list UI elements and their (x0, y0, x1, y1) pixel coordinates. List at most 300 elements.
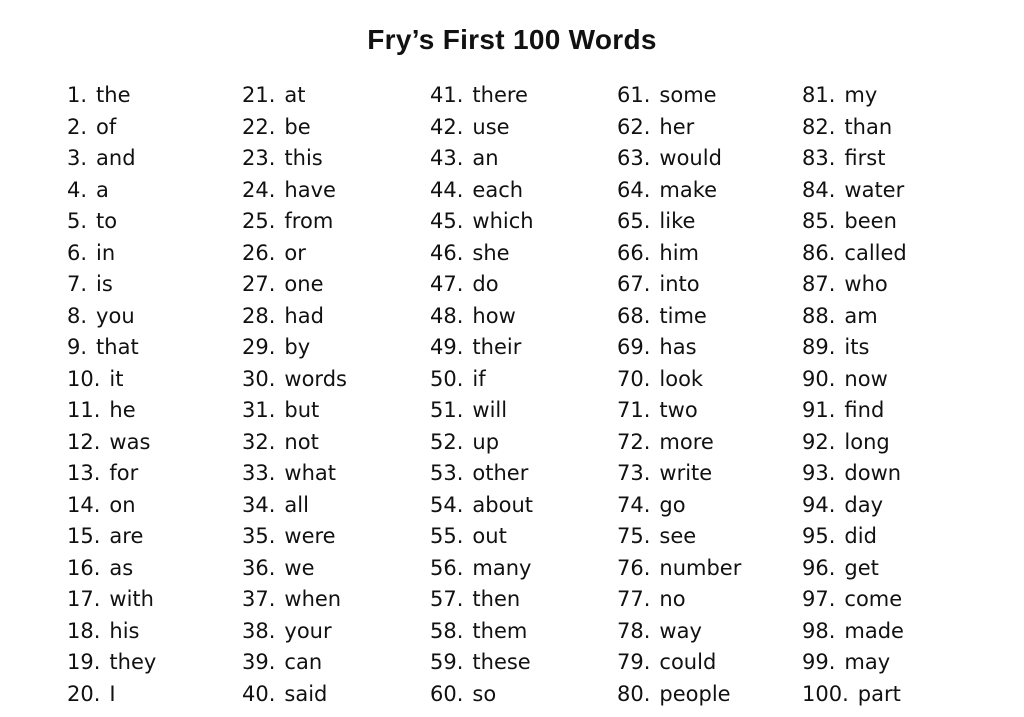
item-number: 47. (430, 272, 464, 296)
item-number: 45. (430, 209, 464, 233)
item-word: there (472, 83, 528, 107)
item-number: 85. (802, 209, 836, 233)
item-number: 50. (430, 366, 464, 391)
list-item (802, 80, 907, 112)
item-number: 80. (617, 681, 651, 706)
item-word: his (109, 618, 140, 643)
item-word: is (96, 272, 113, 296)
item-word: be (284, 114, 311, 139)
list-item (430, 490, 534, 522)
item-number: 15. (67, 524, 101, 548)
list-item (617, 427, 741, 459)
item-word: use (472, 114, 510, 139)
list-item (67, 301, 156, 333)
item-number: 99. (802, 650, 836, 674)
item-word: more (659, 429, 714, 454)
item-number: 58. (430, 618, 464, 643)
list-item (242, 175, 347, 207)
item-word: see (659, 524, 697, 548)
list-item (617, 80, 741, 112)
item-number: 2. (67, 114, 88, 139)
item-word: time (659, 303, 707, 328)
item-word: down (844, 461, 902, 485)
list-item (430, 269, 534, 301)
item-word: get (844, 555, 879, 580)
item-number: 88. (802, 303, 836, 328)
item-number: 83. (802, 146, 836, 170)
item-number: 63. (617, 146, 651, 170)
item-number: 25. (242, 209, 276, 233)
word-column (430, 80, 534, 710)
item-word: said (284, 681, 328, 706)
item-word: into (659, 272, 700, 296)
list-item (802, 427, 907, 459)
item-word: or (284, 240, 306, 265)
item-word: when (284, 587, 342, 611)
item-number: 6. (67, 240, 88, 265)
item-word: I (109, 681, 116, 706)
list-item (802, 269, 907, 301)
item-number: 56. (430, 555, 464, 580)
item-word: them (472, 618, 528, 643)
item-number: 60. (430, 681, 464, 706)
list-item (242, 553, 347, 585)
list-item (802, 616, 907, 648)
item-number: 11. (67, 398, 101, 422)
list-item (242, 427, 347, 459)
item-number: 100. (802, 681, 849, 706)
word-column (802, 80, 907, 710)
list-item (430, 175, 534, 207)
list-item (802, 175, 907, 207)
item-word: number (659, 555, 742, 580)
list-item (617, 112, 741, 144)
item-word: day (844, 492, 884, 517)
list-item (617, 332, 741, 364)
item-number: 71. (617, 398, 651, 422)
item-number: 61. (617, 83, 651, 107)
item-number: 31. (242, 398, 276, 422)
item-number: 46. (430, 240, 464, 265)
list-item (67, 175, 156, 207)
item-number: 67. (617, 272, 651, 296)
item-word: of (96, 114, 117, 139)
item-word: if (472, 366, 486, 391)
list-item (242, 80, 347, 112)
item-word: now (844, 366, 888, 391)
item-number: 24. (242, 177, 276, 202)
item-number: 69. (617, 335, 651, 359)
list-item (617, 269, 741, 301)
item-number: 35. (242, 524, 276, 548)
list-item (802, 490, 907, 522)
item-word: have (284, 177, 336, 202)
item-word: made (844, 618, 904, 643)
item-number: 91. (802, 398, 836, 422)
list-item (617, 395, 741, 427)
list-item (617, 584, 741, 616)
item-word: he (109, 398, 136, 422)
item-number: 84. (802, 177, 836, 202)
list-item (242, 395, 347, 427)
item-word: so (472, 681, 497, 706)
list-item (617, 143, 741, 175)
item-word: no (659, 587, 686, 611)
list-item (802, 553, 907, 585)
list-item (430, 458, 534, 490)
item-number: 29. (242, 335, 276, 359)
list-item (67, 647, 156, 679)
item-number: 3. (67, 146, 88, 170)
item-number: 41. (430, 83, 464, 107)
item-word: other (472, 461, 529, 485)
item-word: from (284, 209, 334, 233)
list-item (617, 521, 741, 553)
item-number: 44. (430, 177, 464, 202)
item-number: 94. (802, 492, 836, 517)
item-number: 4. (67, 177, 88, 202)
item-number: 97. (802, 587, 836, 611)
list-item (430, 332, 534, 364)
item-word: about (472, 492, 533, 517)
list-item (67, 332, 156, 364)
list-item (242, 490, 347, 522)
item-word: could (659, 650, 717, 674)
item-word: find (844, 398, 885, 422)
list-item (242, 521, 347, 553)
item-number: 1. (67, 83, 88, 107)
list-item (430, 143, 534, 175)
list-item (617, 553, 741, 585)
list-item (242, 238, 347, 270)
item-word: do (472, 272, 499, 296)
item-number: 66. (617, 240, 651, 265)
list-item (430, 395, 534, 427)
item-word: not (284, 429, 319, 454)
item-word: on (109, 492, 136, 517)
list-item (617, 490, 741, 522)
item-word: the (96, 83, 131, 107)
item-number: 43. (430, 146, 464, 170)
item-word: what (284, 461, 336, 485)
item-word: would (659, 146, 722, 170)
item-number: 57. (430, 587, 464, 611)
list-item (802, 395, 907, 427)
item-word: by (284, 335, 311, 359)
item-word: this (284, 146, 323, 170)
list-item (67, 364, 156, 396)
item-word: their (472, 335, 522, 359)
item-number: 32. (242, 429, 276, 454)
word-column (617, 80, 741, 710)
list-item (67, 269, 156, 301)
item-number: 95. (802, 524, 836, 548)
item-number: 89. (802, 335, 836, 359)
item-word: will (472, 398, 508, 422)
item-word: people (659, 681, 731, 706)
item-word: can (284, 650, 323, 674)
item-word: for (109, 461, 139, 485)
item-number: 90. (802, 366, 836, 391)
list-item (430, 427, 534, 459)
list-item (617, 238, 741, 270)
item-number: 51. (430, 398, 464, 422)
item-number: 78. (617, 618, 651, 643)
item-word: her (659, 114, 695, 139)
list-item (430, 80, 534, 112)
list-item (67, 458, 156, 490)
item-number: 87. (802, 272, 836, 296)
word-column (67, 80, 156, 710)
item-word: these (472, 650, 531, 674)
list-item (430, 301, 534, 333)
list-item (67, 206, 156, 238)
list-item (242, 364, 347, 396)
item-word: my (844, 83, 878, 107)
item-number: 21. (242, 83, 276, 107)
list-item (802, 112, 907, 144)
item-number: 7. (67, 272, 88, 296)
item-word: each (472, 177, 524, 202)
item-number: 30. (242, 366, 276, 391)
list-item (67, 112, 156, 144)
item-word: write (659, 461, 713, 485)
list-item (430, 206, 534, 238)
item-word: had (284, 303, 324, 328)
item-number: 77. (617, 587, 651, 611)
item-number: 48. (430, 303, 464, 328)
list-item (430, 521, 534, 553)
item-word: as (109, 555, 134, 580)
item-word: we (284, 555, 315, 580)
list-item (242, 269, 347, 301)
list-item (802, 647, 907, 679)
item-word: like (659, 209, 696, 233)
item-number: 27. (242, 272, 276, 296)
item-number: 13. (67, 461, 101, 485)
list-item (802, 521, 907, 553)
list-item (67, 143, 156, 175)
item-word: an (472, 146, 499, 170)
word-column (242, 80, 347, 710)
list-item (617, 364, 741, 396)
item-word: two (659, 398, 698, 422)
list-item (430, 553, 534, 585)
item-number: 52. (430, 429, 464, 454)
list-item (802, 584, 907, 616)
item-number: 34. (242, 492, 276, 517)
item-number: 68. (617, 303, 651, 328)
item-number: 40. (242, 681, 276, 706)
item-number: 37. (242, 587, 276, 611)
item-word: all (284, 492, 309, 517)
item-number: 72. (617, 429, 651, 454)
item-word: may (844, 650, 891, 674)
item-number: 64. (617, 177, 651, 202)
item-word: part (857, 681, 901, 706)
item-number: 42. (430, 114, 464, 139)
list-item (67, 616, 156, 648)
list-item (67, 521, 156, 553)
item-word: who (844, 272, 888, 296)
list-item (242, 458, 347, 490)
item-word: which (472, 209, 534, 233)
list-item (802, 301, 907, 333)
list-item (242, 301, 347, 333)
item-number: 75. (617, 524, 651, 548)
item-number: 19. (67, 650, 101, 674)
list-item (802, 143, 907, 175)
item-number: 98. (802, 618, 836, 643)
item-word: him (659, 240, 700, 265)
item-number: 82. (802, 114, 836, 139)
item-word: has (659, 335, 697, 359)
list-item (430, 616, 534, 648)
item-word: water (844, 177, 905, 202)
item-word: it (109, 366, 124, 391)
list-item (802, 238, 907, 270)
item-word: she (472, 240, 510, 265)
item-word: some (659, 83, 717, 107)
list-item (430, 364, 534, 396)
item-number: 17. (67, 587, 101, 611)
item-word: but (284, 398, 320, 422)
list-item (617, 175, 741, 207)
list-item (242, 679, 347, 711)
item-word: been (844, 209, 897, 233)
list-item (242, 143, 347, 175)
item-number: 23. (242, 146, 276, 170)
item-word: first (844, 146, 886, 170)
item-number: 26. (242, 240, 276, 265)
item-number: 39. (242, 650, 276, 674)
item-word: go (659, 492, 686, 517)
list-item (617, 647, 741, 679)
item-word: than (844, 114, 893, 139)
item-word: you (96, 303, 135, 328)
item-number: 81. (802, 83, 836, 107)
list-item (430, 584, 534, 616)
item-number: 93. (802, 461, 836, 485)
item-number: 49. (430, 335, 464, 359)
item-word: with (109, 587, 154, 611)
list-item (430, 112, 534, 144)
item-number: 12. (67, 429, 101, 454)
item-number: 76. (617, 555, 651, 580)
list-item (430, 679, 534, 711)
list-item (430, 647, 534, 679)
item-word: they (109, 650, 157, 674)
list-item (802, 458, 907, 490)
item-word: come (844, 587, 903, 611)
item-number: 38. (242, 618, 276, 643)
item-word: called (844, 240, 907, 265)
list-item (802, 206, 907, 238)
item-number: 79. (617, 650, 651, 674)
item-word: are (109, 524, 144, 548)
item-number: 55. (430, 524, 464, 548)
list-item (617, 206, 741, 238)
item-word: to (96, 209, 118, 233)
item-number: 5. (67, 209, 88, 233)
item-number: 18. (67, 618, 101, 643)
item-number: 10. (67, 366, 101, 391)
page-title: Fry’s First 100 Words (367, 24, 657, 55)
list-item (802, 679, 907, 711)
list-item (242, 616, 347, 648)
item-number: 36. (242, 555, 276, 580)
item-number: 96. (802, 555, 836, 580)
item-number: 8. (67, 303, 88, 328)
item-number: 62. (617, 114, 651, 139)
list-item (67, 490, 156, 522)
item-word: how (472, 303, 516, 328)
list-item (617, 301, 741, 333)
list-item (67, 427, 156, 459)
item-word: words (284, 366, 347, 391)
list-item (242, 647, 347, 679)
item-number: 33. (242, 461, 276, 485)
list-item (430, 238, 534, 270)
item-word: up (472, 429, 500, 454)
item-word: one (284, 272, 324, 296)
list-item (67, 395, 156, 427)
list-item (67, 584, 156, 616)
item-number: 73. (617, 461, 651, 485)
item-word: out (472, 524, 507, 548)
item-word: look (659, 366, 704, 391)
list-item (617, 616, 741, 648)
list-item (242, 332, 347, 364)
list-item (242, 206, 347, 238)
item-word: many (472, 555, 532, 580)
item-word: that (96, 335, 139, 359)
list-item (67, 553, 156, 585)
item-number: 86. (802, 240, 836, 265)
item-number: 53. (430, 461, 464, 485)
item-word: way (659, 618, 702, 643)
item-word: were (284, 524, 336, 548)
item-number: 70. (617, 366, 651, 391)
item-word: in (96, 240, 116, 265)
item-number: 14. (67, 492, 101, 517)
list-item (242, 112, 347, 144)
list-item (67, 238, 156, 270)
item-word: its (844, 335, 870, 359)
list-item (802, 364, 907, 396)
item-word: am (844, 303, 878, 328)
list-item (617, 679, 741, 711)
item-number: 28. (242, 303, 276, 328)
item-number: 20. (67, 681, 101, 706)
item-word: make (659, 177, 718, 202)
item-number: 16. (67, 555, 101, 580)
item-number: 92. (802, 429, 836, 454)
item-number: 54. (430, 492, 464, 517)
item-number: 74. (617, 492, 651, 517)
item-number: 22. (242, 114, 276, 139)
list-item (617, 458, 741, 490)
list-item (802, 332, 907, 364)
item-word: and (96, 146, 136, 170)
item-word: did (844, 524, 877, 548)
item-word: your (284, 618, 332, 643)
list-item (67, 80, 156, 112)
item-word: at (284, 83, 306, 107)
item-word: then (472, 587, 521, 611)
list-item (67, 679, 156, 711)
item-number: 9. (67, 335, 88, 359)
